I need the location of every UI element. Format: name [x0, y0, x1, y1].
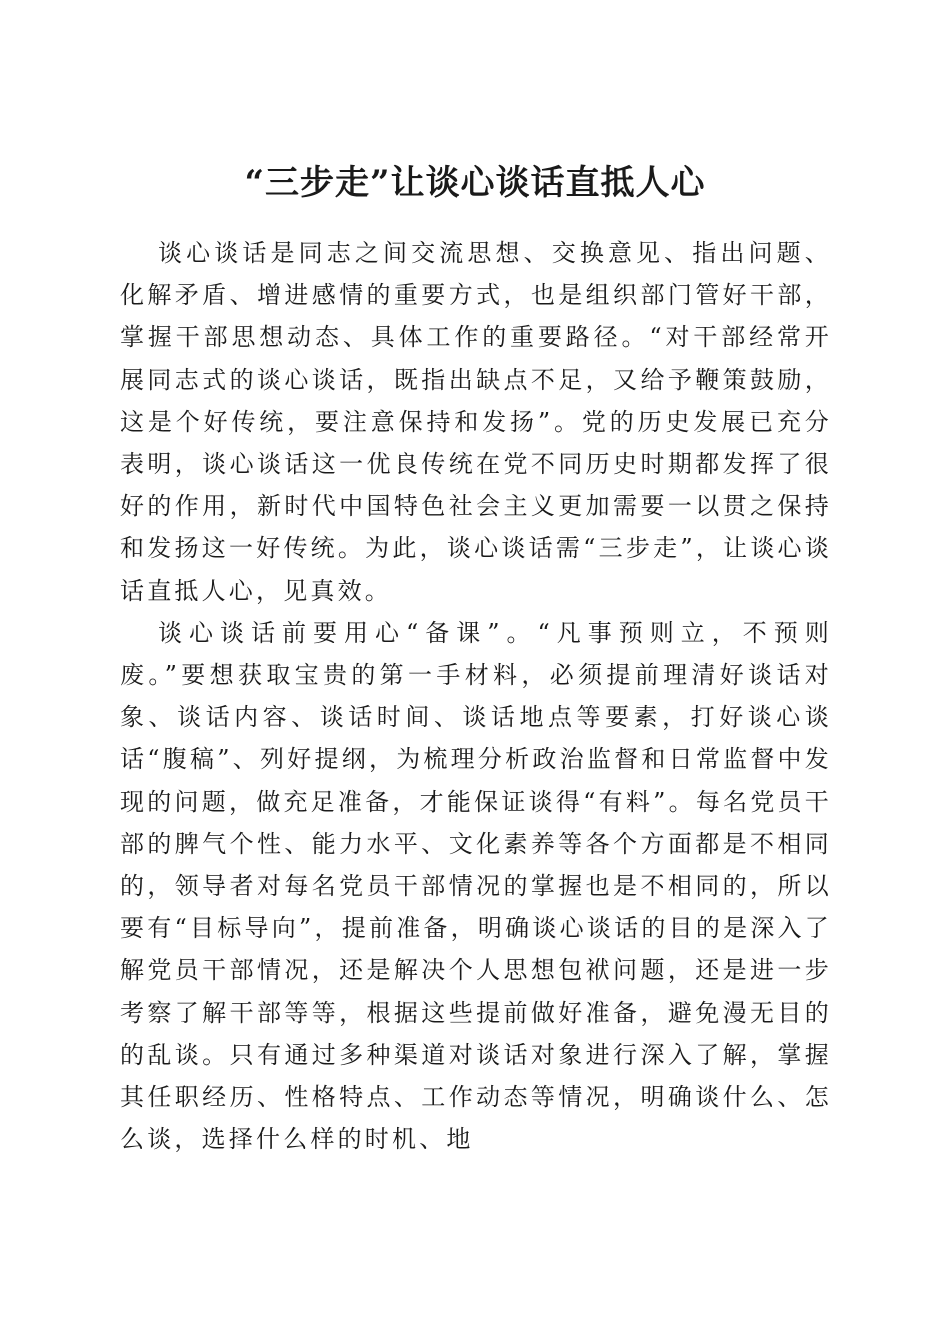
paragraph-preparation: 谈心谈话前要用心“备课”。“凡事预则立，不预则废。”要想获取宝贵的第一手材料，必须提前理清好谈话对象、谈话内容、谈话时间、谈话地点等要素，打好谈心谈话“腹稿”、列好提纲，为梳理分析政治监督和日常监督中发现的问题，做充足准备，才能保证谈得“有料”。每名党员干部的脾气个性、能力水平、文化素养等各个方面都是不相同的，领导者对每名党员干部情况的掌握也是不相同的，所以要有“目标导向”，提前准备，明确谈心谈话的目的是深入了解党员干部情况，还是解决个人思想包袱问题，还是进一步考察了解干部等等，根据这些提前做好准备，避免漫无目的的乱谈。只有通过多种渠道对谈话对象进行深入了解，掌握其任职经历、性格特点、工作动态等情况，明确谈什么、怎么谈，选择什么样的时机、地 — [120, 618, 832, 1154]
paragraph-intro: 谈心谈话是同志之间交流思想、交换意见、指出问题、化解矛盾、增进感情的重要方式，也是组织部门管好干部，掌握干部思想动态、具体工作的重要路径。“对干部经常开展同志式的谈心谈话，既指出缺点不足，又给予鞭策鼓励，这是个好传统，要注意保持和发扬”。党的历史发展已充分表明，谈心谈话这一优良传统在党不同历史时期都发挥了很好的作用，新时代中国特色社会主义更加需要一以贯之保持和发扬这一好传统。为此，谈心谈话需“三步走”，让谈心谈话直抵人心，见真效。 — [120, 239, 832, 605]
document-body — [120, 232, 832, 1160]
document-title: “三步走”让谈心谈话直抵人心 — [244, 162, 706, 203]
